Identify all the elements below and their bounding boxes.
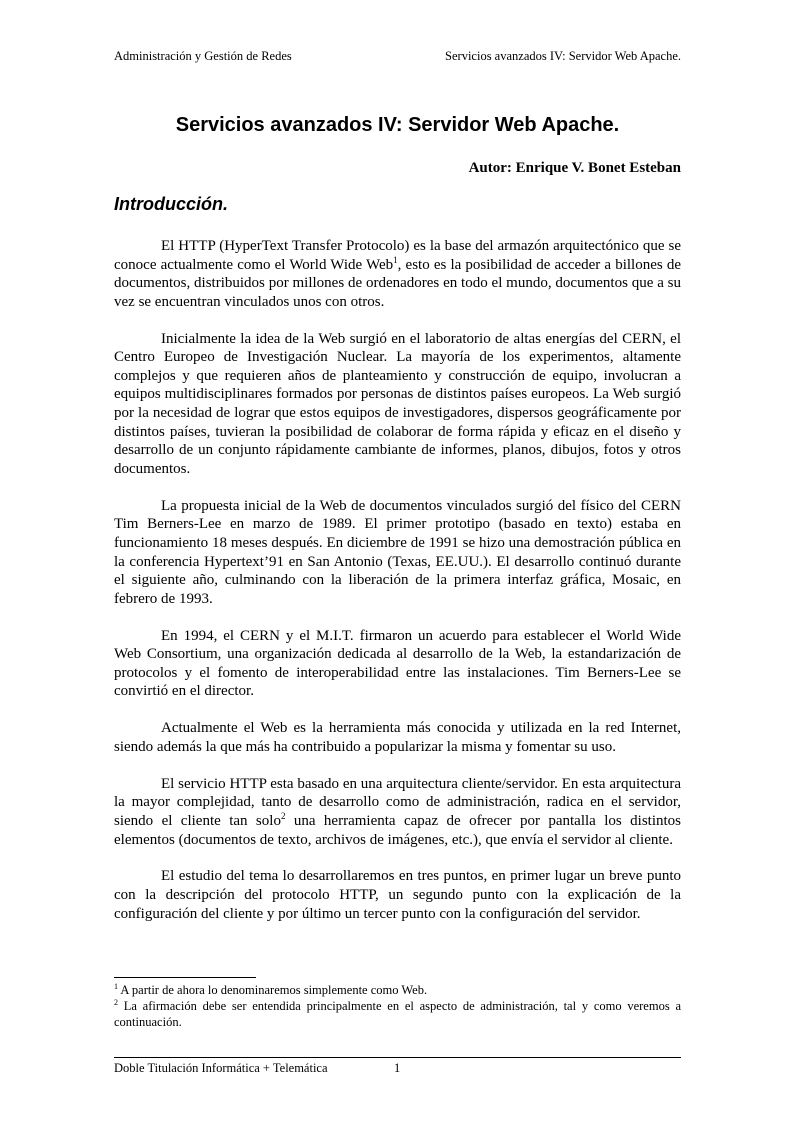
- page-number: 1: [394, 1061, 401, 1075]
- footer-degree-name: Doble Titulación Informática + Telemática: [114, 1061, 328, 1075]
- running-footer: [114, 1061, 401, 1076]
- paragraph: Inicialmente la idea de la Web surgió en el laboratorio de altas energías del CERN, el Centro Europeo de Investigación Nuclear. La mayoría de los experimentos, altamente complejos y que requieren años de planteamiento y construcción de equipo, involucran a equipos multidisciplinares formados por personas de distintos países europeos. La Web surgió por la necesidad de lograr que estos equipos de investigadores, dispersos geográficamente por distintos países, tuvieran la posibilidad de colaborar de forma rápida y eficaz en el diseño y desarrollo de un conjunto rápidamente cambiante de informes, planos, dibujos, fotos y otros documentos.: [114, 330, 681, 477]
- paragraph: La propuesta inicial de la Web de documentos vinculados surgió del físico del CERN Tim Berners-Lee en marzo de 1989. El primer prototipo (basado en texto) estaba en funcionamiento 18 meses después. En diciembre de 1991 se hizo una demostración pública en la conferencia Hypertext’91 en San Antonio (Texas, EE.UU.). El desarrollo continuó durante el siguiente año, culminando con la liberación de la primera interfaz gráfica, Mosaic, en febrero de 1993.: [114, 497, 681, 607]
- footnote-ref: 2: [280, 810, 286, 821]
- paragraph-text: una herramienta capaz de ofrecer por pantalla los distintos elementos (documentos de texto, archivos de imágenes, etc.), que envía el servidor al cliente.: [114, 812, 682, 848]
- paragraph: En 1994, el CERN y el M.I.T. firmaron un acuerdo para establecer el World Wide Web Consortium, una organización dedicada al desarrollo de la Web, la estandarización de protocolos y el fomento de interoperabilidad entre las instalaciones. Tim Berners-Lee se convirtió en el director.: [114, 627, 681, 700]
- footnotes: [114, 982, 681, 1030]
- paragraph: Actualmente el Web es la herramienta más conocida y utilizada en la red Internet, siendo además la que más ha contribuido a popularizar la misma y fomentar su uso.: [114, 720, 681, 755]
- header-chapter-title: Servicios avanzados IV: Servidor Web Apache.: [445, 49, 681, 63]
- paragraph-text: El servicio HTTP esta basado en una arquitectura cliente/servidor. En esta arquitectura la mayor complejidad, tanto de desarrollo como de administración, radica en el servidor, siendo el cliente tan solo: [114, 775, 681, 829]
- section-heading: Introducción.: [114, 194, 228, 214]
- document-title: Servicios avanzados IV: Servidor Web Apache.: [175, 114, 620, 136]
- paragraph: [114, 775, 681, 849]
- footnote-mark: 2: [114, 998, 118, 1007]
- footnote: [114, 998, 681, 1030]
- paragraph: El estudio del tema lo desarrollaremos en tres puntos, en primer lugar un breve punto con la descripción del protocolo HTTP, un segundo punto con la explicación de la configuración del cliente y por último un tercer punto con la configuración del servidor.: [114, 868, 681, 922]
- paragraph-text: , esto es la posibilidad de acceder a billones de documentos, distribuidos por millones de ordenadores en todo el mundo, documentos que a su vez se encuentran vinculados unos con otros.: [114, 256, 681, 310]
- footnote-mark: 1: [114, 982, 118, 991]
- paragraph: [114, 237, 681, 311]
- header-course-name: Administración y Gestión de Redes: [114, 49, 292, 63]
- footnote: [114, 982, 681, 998]
- paragraph-text: El HTTP (HyperText Transfer Protocolo) es la base del armazón arquitectónico que se conoce actualmente como el World Wide Web: [114, 238, 681, 273]
- footnote-text: La afirmación debe ser entendida principalmente en el aspecto de administración, tal y como veremos a continuación.: [114, 999, 681, 1029]
- author-line: Autor: Enrique V. Bonet Esteban: [468, 160, 681, 176]
- body-text: [114, 237, 681, 941]
- footnote-text: A partir de ahora lo denominaremos simplemente como Web.: [118, 983, 428, 997]
- footnote-separator: [114, 977, 256, 978]
- footnote-ref: 1: [393, 254, 398, 265]
- footer-divider: [114, 1057, 681, 1058]
